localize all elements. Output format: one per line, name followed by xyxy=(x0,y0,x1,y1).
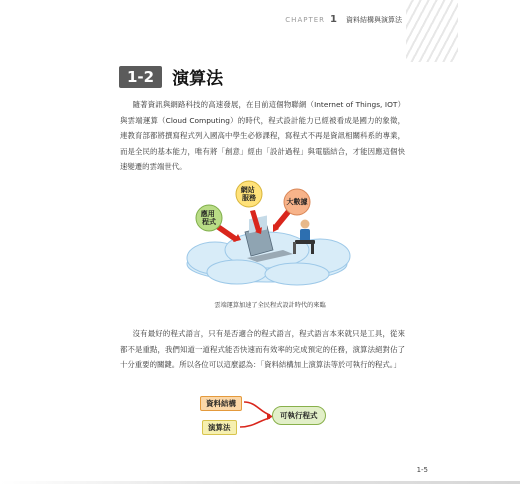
bubble-apps-line1: 應用 xyxy=(200,210,215,218)
formula-diagram xyxy=(190,390,330,446)
bubble-web-line2: 服務 xyxy=(242,194,256,202)
cloud-illustration xyxy=(175,180,360,288)
section-title: 演算法 xyxy=(172,69,224,89)
footer-decoration xyxy=(0,481,520,484)
chapter-number: 1 xyxy=(330,14,337,25)
cloud-computing-image xyxy=(175,180,360,288)
header-decoration xyxy=(406,0,458,62)
section-heading xyxy=(119,64,223,89)
chapter-word: CHAPTER xyxy=(285,16,326,24)
algorithm-box: 演算法 xyxy=(202,420,237,435)
running-header xyxy=(285,14,402,25)
bubble-apps-line2: 程式 xyxy=(202,218,216,226)
intro-paragraph: 隨著資訊與網路科技的高速發展，在目前這個物聯網（Internet of Things, IOT）與雲端運算（Cloud Computing）的時代，程式設計能力已經被看成是國力的象徵，連教育部都將撰寫程式列入國高中學生必修課程，寫程式不再是資訊相關科系的專業，而是全民的基本能力，唯有將「創意」經由「設計過程」與電腦結合，才能因應這個快速變遷的雲端世代。 xyxy=(120,100,405,171)
bubble-bigdata: 大數據 xyxy=(286,198,308,206)
section-number: 1-2 xyxy=(119,66,162,88)
svg-text:應用 程式 xyxy=(201,209,217,226)
executable-program-box: 可執行程式 xyxy=(272,406,326,425)
chapter-title: 資料結構與演算法 xyxy=(346,16,402,24)
svg-text:網站 服務 xyxy=(240,185,257,202)
page-number: 1-5 xyxy=(416,466,428,474)
figure-caption: 雲端運算加速了全民程式設計時代的來臨 xyxy=(214,302,326,309)
data-structure-box: 資料結構 xyxy=(200,396,242,411)
algorithm-paragraph: 沒有最好的程式語言，只有是否適合的程式語言，程式語言本來就只是工具，從來都不是重點，我們知道一道程式能否快速而有效率的完成預定的任務，演算法絕對佔了十分重要的關鍵。所以各位可以這麼認為：「資料結構加上演算法等於可執行的程式。」 xyxy=(120,329,405,369)
bubble-web-line1: 網站 xyxy=(240,186,255,194)
